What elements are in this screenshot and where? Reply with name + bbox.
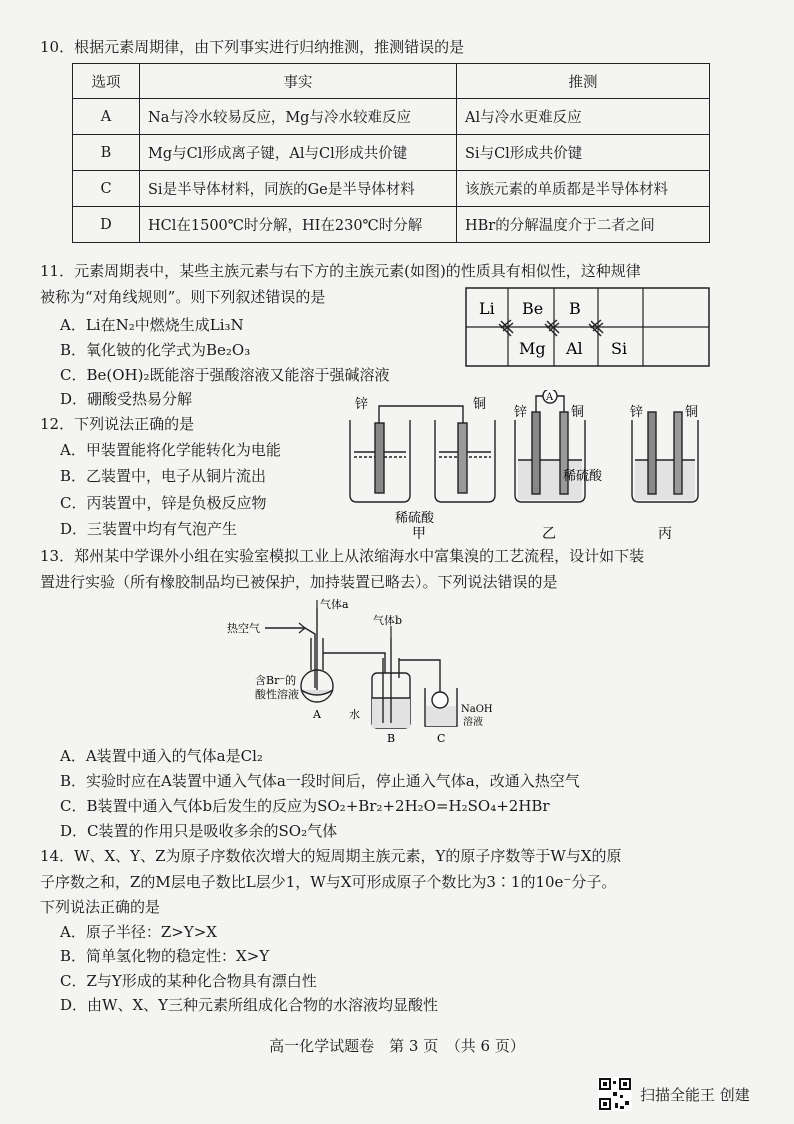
- q12-option-b: B．乙装置中，电子从铜片流出: [60, 467, 267, 485]
- q13-stem-line1: 13．郑州某中学课外小组在实验室模拟工业上从浓缩海水中富集溴的工艺流程，设计如下装: [40, 547, 645, 565]
- q14-stem-line3: 下列说法正确的是: [40, 898, 161, 916]
- diagonal-marks: [499, 320, 603, 336]
- label-b: B: [387, 732, 396, 745]
- row-fact: Mg与Cl形成离子键，Al与Cl形成共价键: [140, 135, 457, 171]
- label-a: A: [313, 708, 321, 721]
- diagonal-rule-figure: [465, 287, 710, 367]
- label-copper-jia: 铜: [473, 397, 487, 412]
- label-yi: 乙: [542, 526, 556, 540]
- q13-option-b: B．实验时应在A装置中通入气体a一段时间后，停止通入气体a，改通入热空气: [60, 772, 580, 790]
- row-option: B: [73, 135, 140, 171]
- label-naoh2: 溶液: [463, 717, 483, 728]
- q12-option-d: D．三装置中均有气泡产生: [60, 520, 238, 538]
- q14-option-d: D．由W、X、Y三种元素所组成化合物的水溶液均显酸性: [60, 996, 439, 1014]
- table-row: [73, 135, 710, 171]
- header-inference: 推测: [457, 64, 710, 99]
- qr-code-icon: [598, 1077, 632, 1111]
- q11-stem-line1: 11．元素周期表中，某些主族元素与右下方的主族元素(如图)的性质具有相似性，这种规律: [40, 262, 641, 280]
- q14-option-a: A．原子半径：Z>Y>X: [60, 923, 217, 941]
- element-be: Be: [522, 299, 544, 318]
- label-acid-jia: 稀硫酸: [395, 511, 435, 526]
- row-option: C: [73, 171, 140, 207]
- label-gas-b: 气体b: [373, 614, 403, 627]
- q10-stem: 10．根据元素周期律，由下列事实进行归纳推测，推测错误的是: [40, 38, 465, 56]
- q10-table: [72, 63, 710, 243]
- label-jia: 甲: [412, 526, 426, 540]
- label-bing: 丙: [658, 526, 672, 540]
- label-zinc-jia: 锌: [355, 397, 369, 412]
- q13-option-d: D．C装置的作用只是吸收多余的SO₂气体: [60, 822, 338, 840]
- label-hot-air: 热空气: [227, 622, 260, 635]
- apparatus-jia: [350, 406, 495, 502]
- q11-option-d: D．硼酸受热易分解: [60, 390, 193, 408]
- row-inference: 该族元素的单质都是半导体材料: [457, 171, 710, 207]
- q11-stem-line2: 被称为“对角线规则”。则下列叙述错误的是: [40, 288, 326, 306]
- table-row: [73, 171, 710, 207]
- label-copper-yi: 铜: [571, 405, 585, 420]
- label-naoh1: NaOH: [461, 704, 493, 715]
- row-fact: Si是半导体材料，同族的Ge是半导体材料: [140, 171, 457, 207]
- row-fact: Na与冷水较易反应，Mg与冷水较难反应: [140, 99, 457, 135]
- q14-stem-line2: 子序数之和，Z的M层电子数比L层少1，W与X可形成原子个数比为3∶1的10e⁻分子。: [40, 873, 617, 891]
- label-solution-a2: 酸性溶液: [255, 688, 299, 701]
- q14-option-c: C．Z与Y形成的某种化合物具有漂白性: [60, 972, 317, 990]
- element-li: Li: [479, 299, 495, 318]
- bromine-apparatus-figure: [225, 598, 525, 748]
- label-solution-a1: 含Br⁻的: [255, 674, 297, 687]
- row-inference: Si与Cl形成共价键: [457, 135, 710, 171]
- galvanic-cells-figure: [340, 390, 710, 540]
- row-fact: HCl在1500℃时分解，HI在230℃时分解: [140, 207, 457, 243]
- q12-option-a: A．甲装置能将化学能转化为电能: [60, 441, 281, 459]
- label-gas-a: 气体a: [320, 598, 349, 611]
- q13-stem-line2: 置进行实验（所有橡胶制品均已被保护，加持装置已略去）。下列说法错误的是: [40, 573, 558, 591]
- q11-option-b: B．氧化铍的化学式为Be₂O₃: [60, 341, 251, 359]
- row-option: A: [73, 99, 140, 135]
- label-copper-bing: 铜: [685, 405, 699, 420]
- badge-text: 扫描全能王 创建: [640, 1085, 750, 1104]
- element-al: Al: [566, 339, 583, 358]
- row-option: D: [73, 207, 140, 243]
- label-zinc-bing: 锌: [630, 405, 644, 420]
- page-footer: 高一化学试题卷 第 3 页 （共 6 页）: [269, 1037, 525, 1055]
- q12-stem: 12．下列说法正确的是: [40, 415, 195, 433]
- table-row: [73, 99, 710, 135]
- q14-option-b: B．简单氢化物的稳定性：X>Y: [60, 947, 270, 965]
- label-water: 水: [349, 708, 360, 721]
- element-si: Si: [611, 339, 628, 358]
- element-b: B: [569, 299, 581, 318]
- q11-option-a: A．Li在N₂中燃烧生成Li₃N: [60, 316, 244, 334]
- label-acid-yi: 稀硫酸: [563, 469, 603, 484]
- table-row: [73, 207, 710, 243]
- apparatus-bing: [632, 412, 698, 502]
- q14-stem-line1: 14．W、X、Y、Z为原子序数依次增大的短周期主族元素，Y的原子序数等于W与X的原: [40, 847, 622, 865]
- q13-option-c: C．B装置中通入气体b后发生的反应为SO₂+Br₂+2H₂O=H₂SO₄+2HBr: [60, 797, 550, 815]
- scanner-watermark: [598, 1077, 750, 1111]
- apparatus-lines: [265, 608, 457, 728]
- row-inference: Al与冷水更难反应: [457, 99, 710, 135]
- q11-option-c: C．Be(OH)₂既能溶于强酸溶液又能溶于强碱溶液: [60, 366, 390, 384]
- header-option: 选项: [73, 64, 140, 99]
- element-mg: Mg: [519, 339, 546, 358]
- q13-option-a: A．A装置中通入的气体a是Cl₂: [60, 747, 263, 765]
- row-inference: HBr的分解温度介于二者之间: [457, 207, 710, 243]
- label-zinc-yi: 锌: [514, 405, 528, 420]
- table-header-row: [73, 64, 710, 99]
- label-c: C: [437, 732, 446, 745]
- q12-option-c: C．丙装置中，锌是负极反应物: [60, 494, 267, 512]
- ammeter-label: A: [546, 392, 554, 403]
- header-fact: 事实: [140, 64, 457, 99]
